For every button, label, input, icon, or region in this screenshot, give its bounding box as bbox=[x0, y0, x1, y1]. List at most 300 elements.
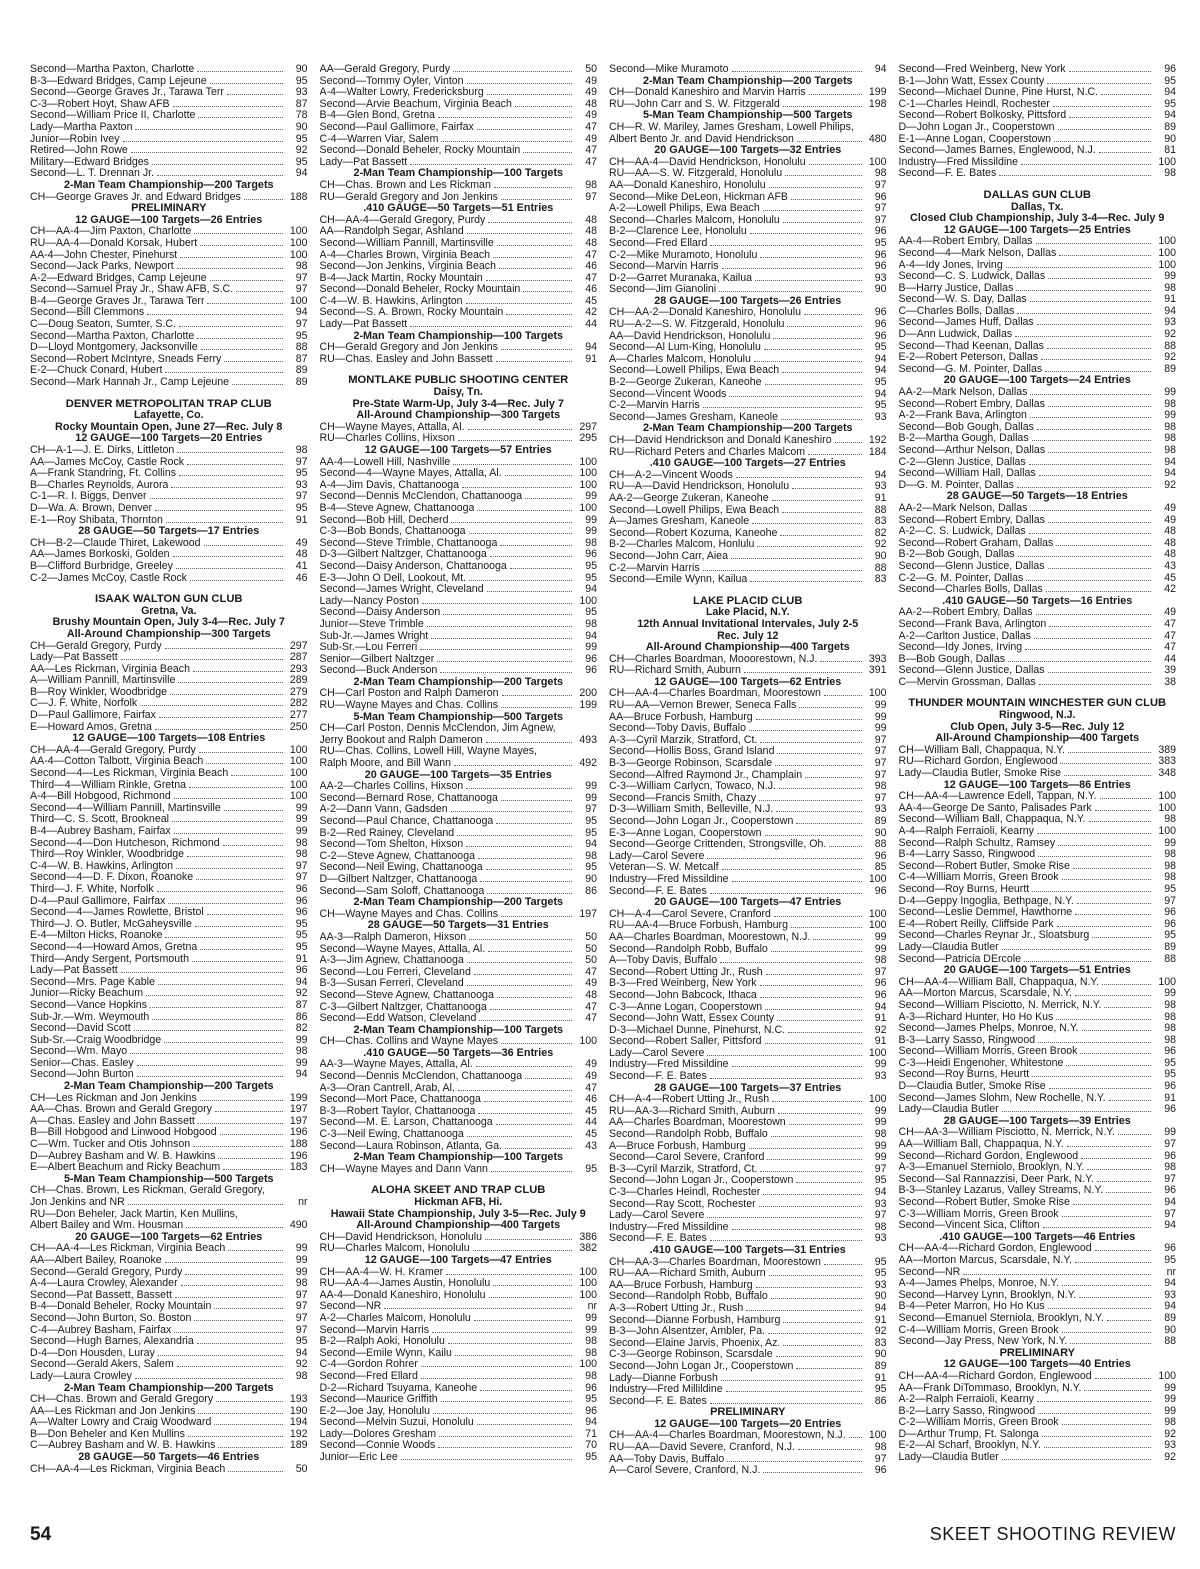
result-row bbox=[30, 872, 308, 884]
dot-leader bbox=[783, 222, 862, 223]
dot-leader bbox=[1075, 914, 1151, 915]
result-row bbox=[30, 1151, 308, 1163]
result-row bbox=[30, 954, 308, 966]
score-value: 92 bbox=[1164, 479, 1176, 491]
result-row bbox=[609, 1326, 887, 1338]
result-row bbox=[899, 283, 1177, 295]
result-row bbox=[320, 584, 598, 596]
score-value: 89 bbox=[1164, 941, 1176, 953]
score-value: 96 bbox=[295, 907, 308, 919]
score-value: 95 bbox=[295, 468, 308, 480]
dot-leader bbox=[437, 661, 572, 662]
shooter-name: CH—Donald Kaneshiro and Marvin Harris bbox=[609, 87, 806, 99]
result-row bbox=[320, 874, 598, 886]
shooter-name: C—Mervin Grossman, Dallas bbox=[898, 676, 1036, 688]
shooter-name: Second—Arthur Nelson, Dallas bbox=[898, 445, 1046, 456]
score-value: 90 bbox=[1164, 1324, 1176, 1336]
score-value: 48 bbox=[585, 226, 597, 238]
result-row bbox=[609, 250, 887, 262]
score-value: 192 bbox=[868, 435, 887, 446]
shooter-name: AA—Charles Boardman, Moorestown, N.J. bbox=[609, 931, 811, 943]
shooter-name: Second—Jim Gianolini bbox=[609, 284, 717, 296]
shooter-name: Second—Fred Ellard bbox=[609, 237, 708, 249]
dot-leader bbox=[750, 581, 861, 582]
score-value: 100 bbox=[579, 1289, 597, 1301]
shooter-name: Lady—Carol Severe bbox=[609, 850, 705, 862]
score-value: 98 bbox=[585, 850, 597, 862]
shooter-name: Lady—Pat Bassett bbox=[319, 319, 408, 331]
result-row bbox=[30, 1290, 308, 1302]
score-value: 96 bbox=[585, 1405, 597, 1417]
event-heading: Brushy Mountain Open, July 3-4—Rec. July 7 bbox=[52, 616, 285, 629]
preliminary-heading: PRELIMINARY bbox=[131, 202, 207, 215]
shooter-name: Second—Samuel Pray Jr., Shaw AFB, S.C. bbox=[30, 284, 234, 296]
dot-leader bbox=[1039, 475, 1151, 476]
score-value: 189 bbox=[289, 1440, 308, 1452]
score-value: 94 bbox=[1164, 456, 1176, 468]
dot-leader bbox=[1024, 961, 1151, 962]
shooter-name: B-2—George Zukeran, Kaneohe bbox=[609, 377, 762, 389]
score-value: 98 bbox=[295, 261, 308, 273]
result-row bbox=[899, 1394, 1177, 1406]
shooter-name: Second—Leslie Demmel, Hawthorne bbox=[898, 907, 1073, 919]
dot-leader bbox=[401, 1459, 572, 1460]
shooter-name: Second—George Graves Jr., Tarawa Terr bbox=[30, 87, 224, 99]
dot-leader bbox=[446, 1274, 572, 1275]
shooter-name: Second—Jack Parks, Newport bbox=[30, 261, 174, 273]
score-value: 89 bbox=[295, 377, 308, 389]
dot-leader bbox=[189, 787, 283, 788]
score-value: 183 bbox=[289, 1162, 308, 1174]
column-2 bbox=[320, 64, 598, 1509]
score-value: 99 bbox=[874, 943, 887, 955]
result-row bbox=[30, 896, 308, 908]
score-value: 45 bbox=[585, 1105, 597, 1117]
result-row bbox=[609, 215, 887, 227]
score-value: 100 bbox=[868, 1094, 887, 1106]
result-row bbox=[899, 1278, 1177, 1290]
score-value: 100 bbox=[868, 688, 887, 700]
score-value: 100 bbox=[289, 768, 308, 780]
score-value: 97 bbox=[1164, 1208, 1176, 1220]
score-value: 70 bbox=[585, 1440, 597, 1452]
score-value: 89 bbox=[1164, 121, 1176, 133]
score-value: 97 bbox=[295, 284, 308, 296]
dot-leader bbox=[722, 268, 862, 269]
result-row bbox=[609, 851, 887, 863]
shooter-name: Second—James Barnes, Englewood, N.J. bbox=[898, 145, 1096, 157]
result-row bbox=[899, 1058, 1177, 1070]
dot-leader bbox=[200, 1100, 283, 1101]
score-value: 97 bbox=[874, 758, 887, 770]
result-row bbox=[899, 654, 1177, 666]
dot-leader bbox=[494, 187, 572, 188]
dot-leader bbox=[188, 1436, 283, 1437]
score-value: 98 bbox=[585, 537, 597, 549]
dot-leader bbox=[765, 835, 862, 836]
shooter-name: E-2—Chuck Conard, Hubert bbox=[30, 365, 163, 377]
shooter-name: Lady—Carol Severe bbox=[609, 1210, 705, 1222]
score-value: 493 bbox=[579, 734, 597, 746]
result-row bbox=[899, 803, 1177, 815]
dot-leader bbox=[1037, 324, 1151, 325]
result-row bbox=[30, 930, 308, 942]
shooter-name: AA-3—Ralph Dameron, Hixson bbox=[319, 931, 467, 943]
result-row bbox=[609, 874, 887, 886]
score-value: 100 bbox=[289, 779, 308, 791]
shooter-name: A—Bruce Forbush, Hamburg bbox=[609, 1140, 746, 1152]
result-row bbox=[320, 226, 598, 238]
dot-leader bbox=[1062, 1216, 1151, 1217]
result-row bbox=[609, 273, 887, 285]
shooter-name: Second—Robert Saller, Pittsford bbox=[609, 1036, 762, 1048]
result-row bbox=[609, 804, 887, 816]
result-row bbox=[320, 1336, 598, 1348]
shooter-name: C-4—W. B. Hawkins, Arlington bbox=[319, 295, 463, 307]
dot-leader bbox=[1048, 522, 1151, 523]
shooter-name: D-4—Paul Gallimore, Fairfax bbox=[30, 895, 166, 907]
shooter-name: CH—David Hendrickson, Honolulu bbox=[319, 1231, 483, 1243]
dot-leader bbox=[474, 974, 572, 975]
score-value: 96 bbox=[1164, 64, 1176, 75]
event-heading: Club Open, July 3-5—Rec. July 12 bbox=[950, 720, 1125, 733]
dot-leader bbox=[478, 858, 572, 859]
shooter-name: Second—Donald Beheler, Rocky Mountain bbox=[319, 145, 521, 157]
shooter-name: Second—4—Mark Nelson, Dallas bbox=[898, 247, 1057, 259]
result-row bbox=[320, 1094, 598, 1106]
score-value: 282 bbox=[289, 698, 308, 710]
dot-leader bbox=[155, 510, 282, 511]
score-value: 98 bbox=[1164, 860, 1176, 872]
shooter-name: B-4—Larry Sasso, Ringwood bbox=[898, 849, 1036, 861]
dot-leader bbox=[490, 556, 572, 557]
shooter-name: B-3—John Alsentzer, Ambler, Pa. bbox=[609, 1326, 766, 1338]
score-value: 99 bbox=[1164, 1405, 1176, 1417]
shooter-name: RU—Gerald Gregory and Jon Jenkins bbox=[319, 191, 498, 203]
shooter-name: Retired—John Rowe bbox=[30, 145, 128, 157]
result-row bbox=[899, 236, 1177, 248]
result-row bbox=[320, 64, 598, 76]
team-event-heading: 2-Man Team Championship—200 Targets bbox=[642, 422, 853, 435]
dot-leader bbox=[1037, 833, 1151, 834]
result-row bbox=[30, 791, 308, 803]
shooter-name: Second—4—Don Hutcheson, Richmond bbox=[30, 837, 220, 849]
shooter-name: Second—William Pannill, Martinsville bbox=[319, 237, 494, 249]
score-value: 98 bbox=[1164, 168, 1176, 180]
result-row bbox=[899, 1197, 1177, 1209]
shooter-name: Lady—Pat Bassett bbox=[30, 965, 118, 977]
dot-leader bbox=[1042, 1436, 1151, 1437]
dot-leader bbox=[172, 821, 283, 822]
score-value: 91 bbox=[874, 1036, 887, 1048]
dot-leader bbox=[782, 512, 861, 513]
dot-leader bbox=[1002, 949, 1151, 950]
score-value: 197 bbox=[289, 1104, 308, 1116]
result-row bbox=[609, 551, 887, 563]
shooter-name: CH—Wayne Mayes, Attalla, Al. bbox=[319, 421, 465, 433]
dot-leader bbox=[1030, 301, 1151, 302]
dot-leader bbox=[166, 522, 283, 523]
shooter-name: Second—Vincent Sica, Clifton bbox=[898, 1220, 1040, 1232]
team-event-heading: 2-Man Team Championship—200 Targets bbox=[63, 178, 274, 191]
score-value: 96 bbox=[585, 653, 597, 665]
result-row bbox=[609, 192, 887, 204]
score-value: 98 bbox=[1164, 445, 1176, 456]
result-row bbox=[899, 573, 1177, 585]
dot-leader bbox=[431, 638, 572, 639]
shooter-name: Second—Randolph Robb, Buffalo bbox=[609, 1129, 768, 1141]
score-value: 94 bbox=[1164, 1278, 1176, 1290]
shooter-name: A—Chas. Easley and John Bassett bbox=[30, 1115, 195, 1127]
score-value: 95 bbox=[295, 502, 308, 514]
result-row bbox=[30, 445, 308, 457]
score-value: 94 bbox=[295, 168, 308, 180]
shooter-name: C-2—G. M. Pointer, Dallas bbox=[898, 572, 1024, 584]
shooter-name: Second—Steve Agnew, Chattanooga bbox=[319, 989, 494, 1001]
result-row bbox=[899, 260, 1177, 272]
score-value: 100 bbox=[289, 295, 308, 307]
score-value: 99 bbox=[585, 514, 597, 526]
event-subheading: 20 GAUGE—100 Targets—35 Entries bbox=[364, 768, 552, 781]
dot-leader bbox=[131, 152, 283, 153]
score-value: 100 bbox=[289, 744, 308, 756]
shooter-name: Second—Gerald Gregory, Purdy bbox=[30, 1266, 183, 1278]
result-row bbox=[30, 977, 308, 989]
shooter-name: Second—Wayne Mayes, Attalla, Al. bbox=[319, 943, 486, 955]
score-value: 95 bbox=[874, 342, 887, 354]
shooter-name: Second—Randolph Robb, Buffalo bbox=[609, 1291, 768, 1303]
shooter-name: Second—John Babcock, Ithaca bbox=[609, 989, 757, 1001]
result-row bbox=[609, 967, 887, 979]
dot-leader bbox=[1070, 1343, 1151, 1344]
score-value: 99 bbox=[1164, 837, 1176, 849]
score-value: 95 bbox=[295, 133, 308, 145]
dot-leader bbox=[421, 1366, 572, 1367]
result-row bbox=[320, 1290, 598, 1302]
result-row bbox=[899, 433, 1177, 445]
dot-leader bbox=[1099, 152, 1151, 153]
dot-leader bbox=[732, 1229, 862, 1230]
club-heading: DALLAS GUN CLUB bbox=[983, 188, 1092, 201]
dot-leader bbox=[440, 672, 572, 673]
score-value: 94 bbox=[585, 342, 597, 354]
score-value: 95 bbox=[585, 816, 597, 827]
score-value: 94 bbox=[1164, 1301, 1176, 1313]
shooter-name: Second—Harvey Lynn, Brooklyn, N.Y. bbox=[898, 1289, 1077, 1301]
score-value: 95 bbox=[585, 1394, 597, 1406]
score-value: 100 bbox=[579, 468, 597, 480]
shooter-name: D—G. M. Pointer, Dallas bbox=[898, 479, 1014, 491]
result-row bbox=[320, 561, 598, 573]
shooter-name: RU—AA-4—Donald Korsak, Hubert bbox=[30, 237, 198, 249]
result-row bbox=[30, 99, 308, 111]
score-value: 100 bbox=[868, 1047, 887, 1059]
score-value: 99 bbox=[874, 1059, 887, 1071]
club-heading: MONTLAKE PUBLIC SHOOTING CENTER bbox=[348, 374, 569, 387]
result-row bbox=[899, 838, 1177, 850]
result-row bbox=[30, 261, 308, 273]
score-value: 92 bbox=[1164, 329, 1176, 341]
dot-leader bbox=[788, 1032, 861, 1033]
shooter-name: Second—George Crittenden, Strongsville, Oh. bbox=[609, 839, 827, 851]
dot-leader bbox=[791, 199, 862, 200]
shooter-name: Lady—Claudia Butler bbox=[898, 1452, 999, 1464]
shooter-name: Military—Edward Bridges bbox=[30, 156, 149, 168]
dot-leader bbox=[173, 106, 283, 107]
dot-leader bbox=[454, 765, 572, 766]
result-row bbox=[320, 491, 598, 503]
shooter-name: C-4—William Morris, Green Brook bbox=[898, 872, 1059, 884]
dot-leader bbox=[1038, 856, 1151, 857]
dot-leader bbox=[175, 1297, 283, 1298]
dot-leader bbox=[489, 1297, 572, 1298]
dot-leader bbox=[780, 535, 861, 536]
shooter-name: CH—A-4—Robert Utting Jr., Rush bbox=[609, 1094, 770, 1106]
shooter-name: Second—Mrs. Page Kable bbox=[30, 976, 155, 988]
result-row bbox=[30, 1104, 308, 1116]
shooter-name: RU—AA—S. W. Fitzgerald, Honolulu bbox=[609, 168, 783, 180]
dot-leader bbox=[146, 995, 282, 996]
dot-leader bbox=[177, 268, 283, 269]
shooter-name: RU—Charles Collins, Hixson bbox=[319, 433, 455, 445]
dot-leader bbox=[777, 1020, 861, 1021]
result-row bbox=[899, 872, 1177, 884]
dot-leader bbox=[488, 951, 572, 952]
result-row bbox=[30, 250, 308, 262]
score-value: 99 bbox=[1164, 988, 1176, 1000]
dot-leader bbox=[763, 210, 862, 211]
shooter-name: Second—Fred Weinberg, New York bbox=[898, 64, 1066, 75]
score-value: 91 bbox=[874, 1314, 887, 1326]
dot-leader bbox=[782, 372, 861, 373]
dot-leader bbox=[1069, 71, 1151, 72]
shooter-name: B—Roy Winkler, Woodbridge bbox=[30, 686, 167, 698]
score-value: 348 bbox=[1158, 768, 1176, 780]
score-value: 99 bbox=[585, 526, 597, 538]
shooter-name: C-4—Gordon Rohrer bbox=[319, 1359, 418, 1371]
result-row bbox=[899, 1255, 1177, 1267]
score-value: 98 bbox=[295, 1046, 308, 1058]
score-value: 49 bbox=[585, 133, 597, 145]
result-row bbox=[30, 919, 308, 931]
shooter-name: B—Bill Hobgood and Linwood Hobgood bbox=[30, 1127, 217, 1139]
score-value: 96 bbox=[1164, 1046, 1176, 1058]
score-value: 95 bbox=[295, 941, 308, 953]
result-row bbox=[899, 642, 1177, 654]
dot-leader bbox=[410, 164, 572, 165]
result-row bbox=[320, 273, 598, 285]
dot-leader bbox=[1025, 649, 1151, 650]
shooter-name: RU—AA-3—Richard Smith, Auburn bbox=[609, 1105, 776, 1117]
shooter-name: Third—Roy Winkler, Woodbridge bbox=[30, 849, 185, 861]
event-subheading: .410 GAUGE—100 Targets—31 Entries bbox=[649, 1243, 846, 1256]
shooter-name: CH—AA-4—David Hendrickson, Honolulu bbox=[609, 156, 806, 168]
result-row bbox=[320, 781, 598, 793]
shooter-name: Sub-Sr.—Lou Ferreri bbox=[319, 642, 418, 654]
result-row bbox=[320, 1452, 598, 1464]
result-row bbox=[899, 1313, 1177, 1325]
shooter-name: C-4—Warren Viar, Salem bbox=[319, 133, 439, 145]
dot-leader bbox=[1053, 106, 1151, 107]
dot-leader bbox=[198, 1413, 282, 1414]
dot-leader bbox=[224, 361, 282, 362]
dot-leader bbox=[771, 1298, 862, 1299]
shooter-name: Second—4—D. F. Dixon, Roanoke bbox=[30, 872, 194, 884]
shooter-name: AA-3—Wayne Mayes, Attalla, Al. bbox=[319, 1059, 473, 1071]
result-row bbox=[899, 1209, 1177, 1221]
score-value: 89 bbox=[874, 1360, 887, 1372]
result-row bbox=[899, 942, 1177, 954]
preliminary-heading: PRELIMINARY bbox=[710, 1406, 786, 1419]
shooter-name: Second—Maurice Griffith bbox=[319, 1394, 438, 1406]
result-row bbox=[609, 389, 887, 401]
dot-leader bbox=[496, 361, 572, 362]
result-row bbox=[609, 932, 887, 944]
dot-leader bbox=[726, 1391, 862, 1392]
score-value: 97 bbox=[874, 734, 887, 746]
result-row bbox=[30, 1313, 308, 1325]
dot-leader bbox=[809, 164, 862, 165]
score-value: 96 bbox=[1164, 1185, 1176, 1197]
dot-leader bbox=[1046, 591, 1151, 592]
dot-leader bbox=[171, 487, 282, 488]
shooter-name: Second—Toby Davis, Buffalo bbox=[609, 723, 747, 735]
result-row bbox=[30, 1394, 308, 1406]
dot-leader bbox=[206, 763, 282, 764]
score-value: 197 bbox=[579, 908, 597, 920]
result-row bbox=[899, 549, 1177, 561]
dot-leader bbox=[759, 1206, 862, 1207]
dot-leader bbox=[497, 997, 572, 998]
dot-leader bbox=[501, 1043, 572, 1044]
result-row bbox=[899, 352, 1177, 364]
score-value: 39 bbox=[1164, 665, 1176, 677]
event-subheading: 12 GAUGE—100 Targets—57 Entries bbox=[364, 444, 552, 456]
result-row bbox=[320, 1406, 598, 1418]
shooter-name: C—Doug Seaton, Sumter, S.C. bbox=[30, 319, 177, 331]
result-row bbox=[609, 1384, 887, 1396]
result-row bbox=[609, 1025, 887, 1037]
score-value: 98 bbox=[1164, 433, 1176, 445]
dot-leader bbox=[523, 291, 572, 292]
score-value: 98 bbox=[874, 168, 887, 180]
result-row bbox=[320, 1371, 598, 1383]
dot-leader bbox=[1045, 371, 1151, 372]
result-row bbox=[609, 1048, 887, 1060]
result-row bbox=[320, 1106, 598, 1118]
dot-leader bbox=[505, 475, 572, 476]
dot-leader bbox=[448, 1343, 572, 1344]
dot-leader bbox=[1054, 141, 1151, 142]
event-subheading: 12 GAUGE—100 Targets—25 Entries bbox=[943, 223, 1131, 236]
shooter-name: AA-2—Robert Embry, Dallas bbox=[898, 607, 1033, 619]
shooter-name: C-3—William Carlycn, Towaco, N.J. bbox=[609, 781, 776, 793]
dot-leader bbox=[703, 570, 862, 571]
score-value: 99 bbox=[585, 642, 597, 654]
dot-leader bbox=[1109, 1100, 1151, 1101]
score-value: 97 bbox=[874, 203, 887, 215]
dot-leader bbox=[469, 533, 572, 534]
result-row bbox=[899, 317, 1177, 329]
dot-leader bbox=[170, 694, 283, 695]
event-subheading: .410 GAUGE—50 Targets—36 Entries bbox=[363, 1046, 554, 1059]
score-value: 89 bbox=[295, 365, 308, 377]
result-row bbox=[320, 215, 598, 227]
dot-leader bbox=[732, 1066, 862, 1067]
score-value: 96 bbox=[874, 330, 887, 342]
shooter-name: AA—Chas. Brown and Gerald Gregory bbox=[30, 1104, 212, 1116]
dot-leader bbox=[1048, 1308, 1151, 1309]
